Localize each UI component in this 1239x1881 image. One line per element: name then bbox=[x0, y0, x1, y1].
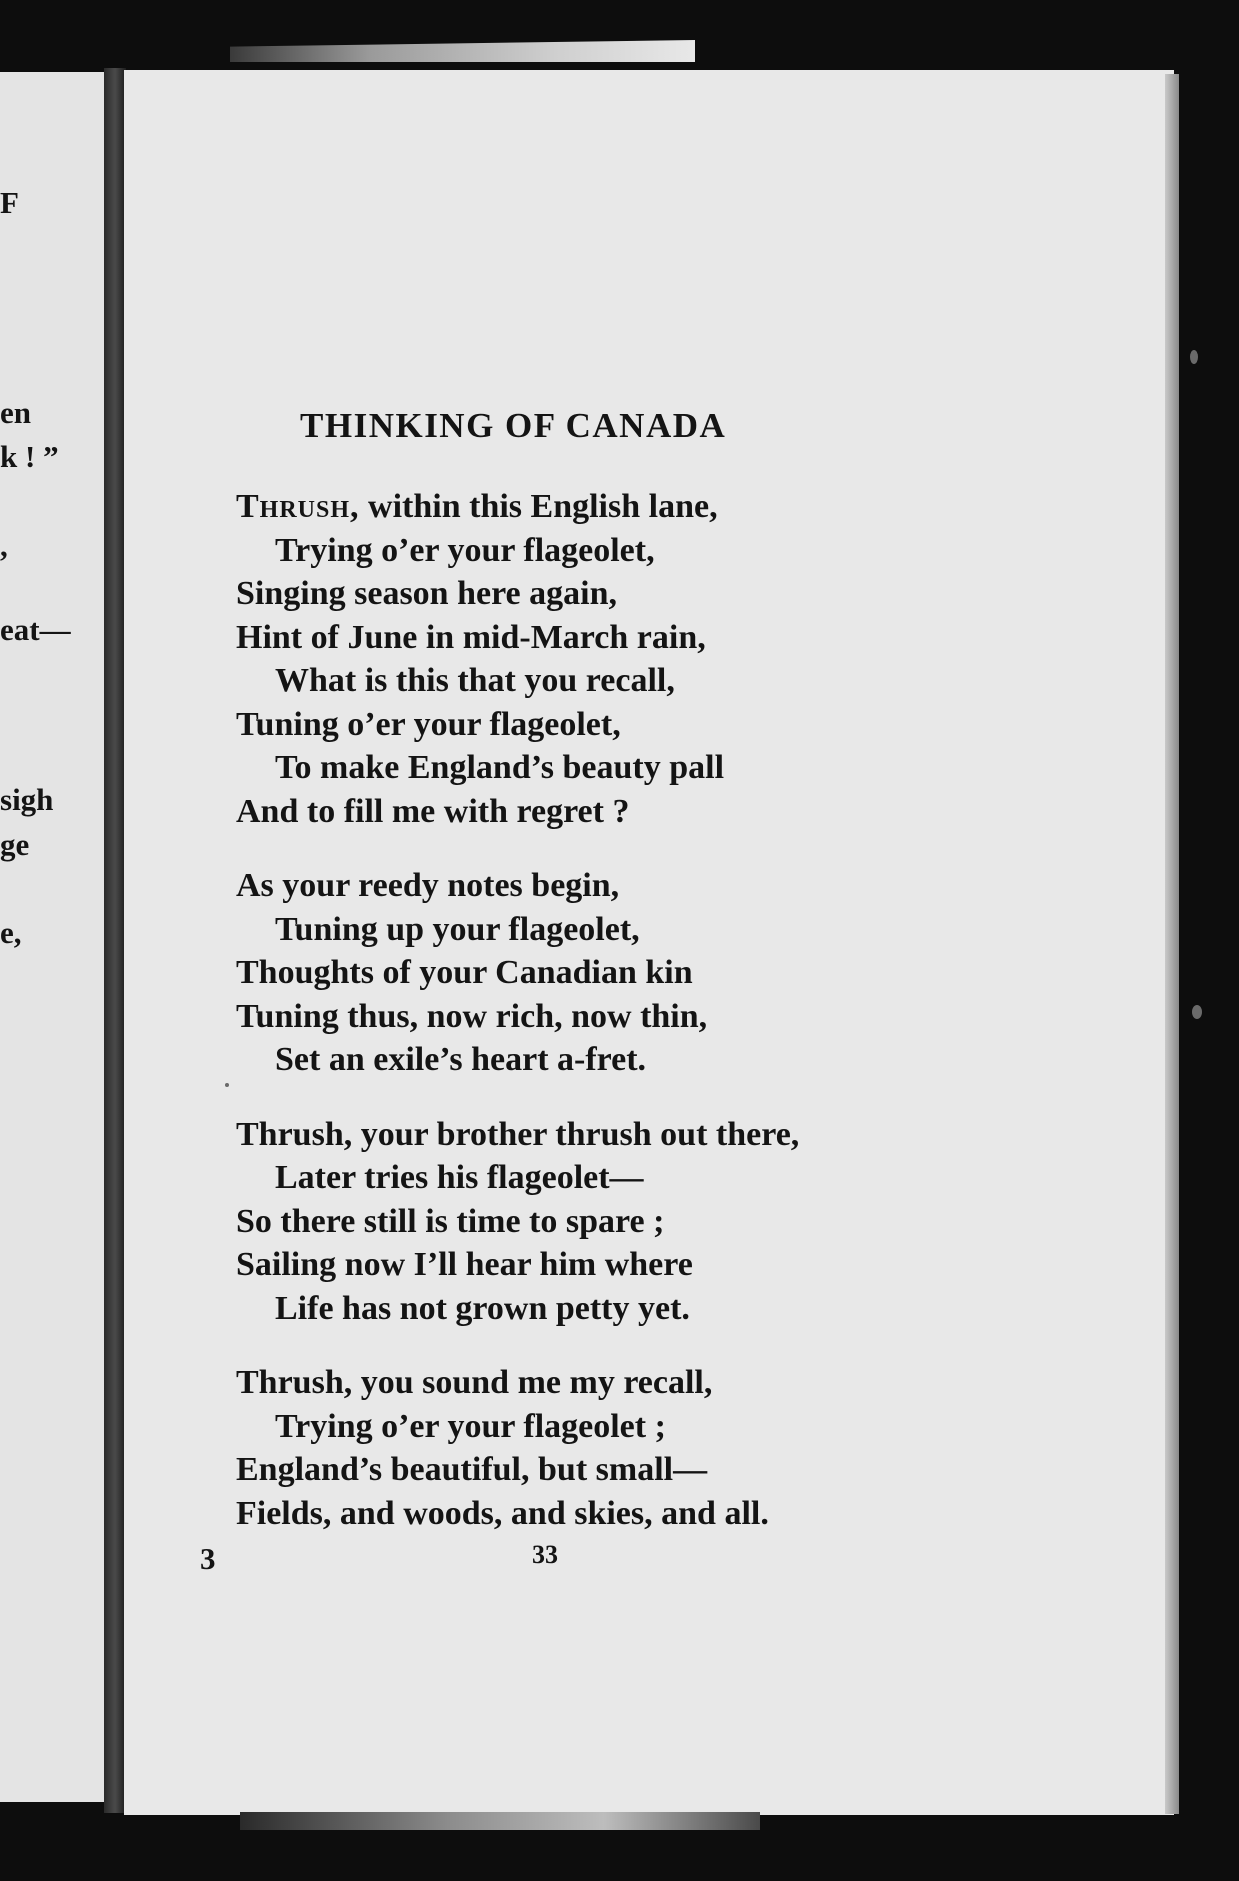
poem-line bbox=[236, 703, 1136, 747]
poem-line bbox=[236, 659, 1136, 703]
facing-page-fragment: ge bbox=[0, 827, 30, 862]
facing-page-fragment: en bbox=[0, 395, 31, 430]
poem-line-text: Trying o’er your flageolet ; bbox=[275, 1407, 666, 1445]
poem-line bbox=[236, 1448, 1136, 1492]
page-edge-shadow bbox=[1165, 74, 1179, 1814]
poem-line bbox=[236, 572, 1136, 616]
poem-line-text: Later tries his flageolet— bbox=[275, 1159, 644, 1196]
poem-line bbox=[236, 1113, 1136, 1157]
poem-line bbox=[236, 1243, 1136, 1287]
poem-line-text: To make England’s beauty pall bbox=[275, 749, 725, 786]
poem-line-text: Fields, and woods, and skies, and all. bbox=[236, 1494, 769, 1532]
scan-speck bbox=[225, 1083, 229, 1087]
poem-line-text: Tuning o’er your flageolet, bbox=[236, 705, 621, 743]
poem-title: THINKING OF CANADA bbox=[300, 406, 727, 445]
facing-page-fragment: F bbox=[0, 185, 19, 220]
poem-line-text: And to fill me with regret ? bbox=[236, 792, 630, 830]
poem-body bbox=[236, 485, 1136, 1569]
poem-line-text: Sailing now I’ll hear him where bbox=[236, 1246, 693, 1283]
poem-line-text: Tuning up your flageolet, bbox=[275, 910, 640, 948]
stanza bbox=[236, 485, 1136, 833]
poem-line bbox=[236, 790, 1136, 834]
poem-line bbox=[236, 908, 1136, 952]
poem-line bbox=[236, 1156, 1136, 1200]
poem-line bbox=[236, 485, 1136, 529]
poem-line bbox=[236, 1361, 1136, 1405]
facing-page-fragment: k ! ” bbox=[0, 439, 59, 474]
poem-line bbox=[236, 864, 1136, 908]
poem-line-text: Trying o’er your flageolet, bbox=[275, 531, 655, 569]
scan-edge-strip bbox=[230, 40, 695, 62]
signature-mark: 3 bbox=[200, 1541, 216, 1576]
poem-line bbox=[236, 1038, 1136, 1082]
poem-line-text: Thrush, you sound me my recall, bbox=[236, 1364, 713, 1401]
poem-line-text: within this English lane, bbox=[359, 488, 718, 525]
scan-edge-strip bbox=[240, 1812, 760, 1830]
poem-line-text: As your reedy notes begin, bbox=[236, 867, 620, 904]
facing-page bbox=[0, 72, 108, 1802]
poem-line bbox=[236, 951, 1136, 995]
poem-line-text: Life has not grown petty yet. bbox=[275, 1289, 690, 1327]
stanza bbox=[236, 1361, 1136, 1535]
poem-line-text: So there still is time to spare ; bbox=[236, 1202, 665, 1240]
stanza bbox=[236, 864, 1136, 1082]
poem-line-text: Thrush, your brother thrush out there, bbox=[236, 1115, 800, 1153]
poem-line bbox=[236, 1405, 1136, 1449]
poem-line bbox=[236, 616, 1136, 660]
poem-line-text: England’s beautiful, but small— bbox=[236, 1451, 708, 1488]
opening-word: Thrush, bbox=[236, 488, 360, 525]
poem-line-text: Singing season here again, bbox=[236, 575, 618, 612]
poem-line bbox=[236, 1492, 1136, 1536]
poem-line bbox=[236, 529, 1136, 573]
page-number: 33 bbox=[532, 1540, 558, 1569]
poem-line-text: Hint of June in mid-March rain, bbox=[236, 618, 706, 656]
poem-line bbox=[236, 1200, 1136, 1244]
poem-line bbox=[236, 1287, 1136, 1331]
book-gutter bbox=[104, 68, 126, 1813]
stanza bbox=[236, 1113, 1136, 1331]
facing-page-fragment: sigh bbox=[0, 782, 54, 817]
facing-page-fragment: e, bbox=[0, 915, 22, 950]
poem-line-text: Thoughts of your Canadian kin bbox=[236, 954, 693, 991]
scan-speck bbox=[1192, 1005, 1202, 1019]
poem-line-text: What is this that you recall, bbox=[275, 662, 675, 699]
poem-line bbox=[236, 746, 1136, 790]
poem-line bbox=[236, 995, 1136, 1039]
poem-line-text: Set an exile’s heart a-fret. bbox=[275, 1041, 647, 1078]
facing-page-fragment: , bbox=[0, 528, 8, 563]
poem-line-text: Tuning thus, now rich, now thin, bbox=[236, 997, 708, 1035]
scan-speck bbox=[1190, 350, 1198, 364]
facing-page-fragment: eat— bbox=[0, 612, 71, 647]
